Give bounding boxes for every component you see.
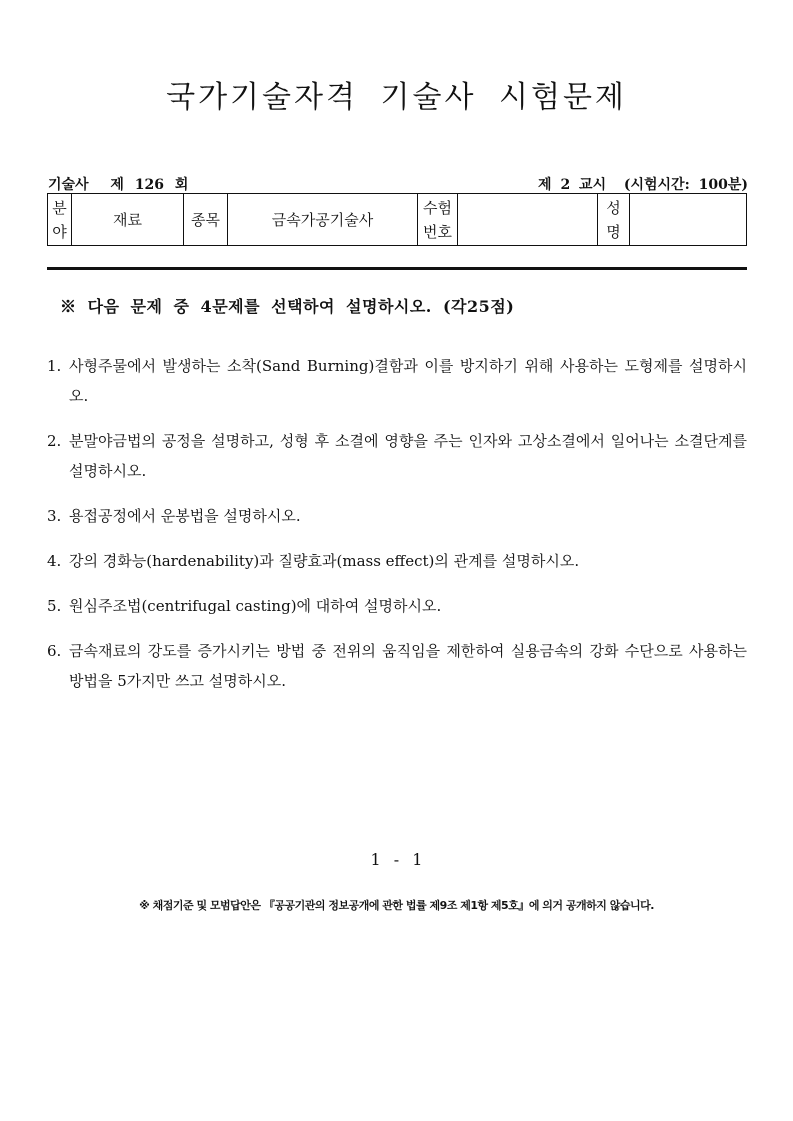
question-item <box>47 426 747 486</box>
item-value: 금속가공기술사 <box>228 194 418 246</box>
question-item <box>47 501 747 531</box>
instruction: ※ 다음 문제 중 4문제를 선택하여 설명하시오. (각25점) <box>60 297 515 316</box>
question-text: 금속재료의 강도를 증가시키는 방법 중 전위의 움직임을 제한하여 실용금속의 강화 수단으로 사용하는 방법을 5가지만 쓰고 설명하시오. <box>69 642 747 690</box>
question-list <box>47 351 747 711</box>
question-text: 사형주물에서 발생하는 소착(Sand Burning)결함과 이를 방지하기 위해 사용하는 도형제를 설명하시오. <box>69 357 747 405</box>
item-label: 종목 <box>184 194 228 246</box>
question-item <box>47 546 747 576</box>
question-item <box>47 351 747 411</box>
exam-header-line <box>48 174 748 192</box>
question-item <box>47 591 747 621</box>
question-number: 6. <box>47 642 62 660</box>
question-text: 분말야금법의 공정을 설명하고, 성형 후 소결에 영향을 주는 인자와 고상소결에서 일어나는 소결단계를 설명하시오. <box>69 432 747 480</box>
name-label: 성 명 <box>598 194 630 246</box>
question-text: 강의 경화능(hardenability)과 질량효과(mass effect)의 관계를 설명하시오. <box>69 552 580 570</box>
question-number: 2. <box>47 432 62 450</box>
question-item <box>47 636 747 696</box>
exam-number-field[interactable] <box>458 194 598 246</box>
field-label: 분 야 <box>48 194 72 246</box>
question-number: 4. <box>47 552 62 570</box>
exam-session: 제 2 교시 (시험시간: 100분) <box>538 177 748 193</box>
exam-info-table <box>47 193 747 246</box>
question-number: 5. <box>47 597 62 615</box>
exam-round: 기술사 제 126 회 <box>48 177 189 193</box>
document-title: 국가기술자격 기술사 시험문제 <box>166 80 627 115</box>
page-number: 1 - 1 <box>370 850 423 869</box>
name-field[interactable] <box>630 194 747 246</box>
question-number: 1. <box>47 357 62 375</box>
question-text: 원심주조법(centrifugal casting)에 대하여 설명하시오. <box>69 597 442 615</box>
question-number: 3. <box>47 507 62 525</box>
disclosure-footnote: ※ 채점기준 및 모범답안은 『공공기관의 정보공개에 관한 법률 제9조 제1항 제5호』에 의거 공개하지 않습니다. <box>139 899 654 912</box>
divider-rule <box>47 267 747 270</box>
question-text: 용접공정에서 운봉법을 설명하시오. <box>69 507 301 525</box>
field-value: 재료 <box>72 194 184 246</box>
exam-number-label: 수험 번호 <box>418 194 458 246</box>
